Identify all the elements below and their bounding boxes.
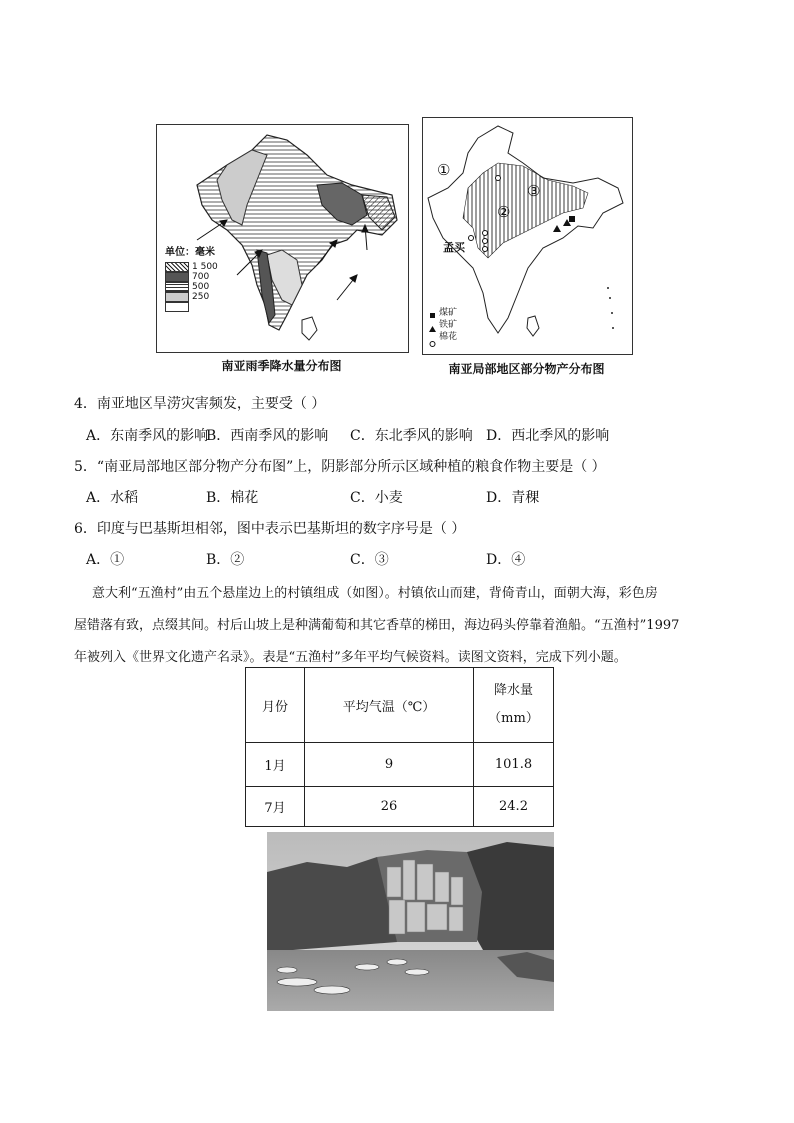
passage-line: 意大利“五渔村”由五个悬崖边上的村镇组成（如图）。村镇依山而建，背倚青山，面朝大海，彩色房 <box>92 586 658 601</box>
products-legend <box>439 307 457 343</box>
legend-cotton: 棉花 <box>439 332 458 342</box>
q5-option-d: D．青稞 <box>486 490 540 506</box>
question-5: 5．“南亚局部地区部分物产分布图”上，阴影部分所示区域种植的粮食作物主要是（ ） <box>74 459 606 475</box>
cinque-terre-photo <box>267 832 554 1011</box>
rainfall-map-caption: 南亚雨季降水量分布图 <box>221 359 342 373</box>
q6-option-b: B．② <box>206 552 245 568</box>
legend-value: 1 500 <box>192 262 218 272</box>
table-row <box>246 787 554 827</box>
passage-line: 屋错落有致，点缀其间。村后山坡上是种满葡萄和其它香草的梯田，海边码头停靠着渔船。“五渔村”1997 <box>74 618 680 633</box>
header-temp: 平均气温（℃） <box>305 668 474 743</box>
rainfall-map <box>156 124 409 353</box>
cell-precip: 24.2 <box>474 787 554 827</box>
rainfall-legend <box>165 243 218 312</box>
table-row <box>246 743 554 787</box>
label-3: ③ <box>527 182 541 200</box>
legend-title: 单位：毫米 <box>165 247 215 258</box>
q4-option-b: B．西南季风的影响 <box>206 428 329 444</box>
legend-value: 500 <box>192 282 210 292</box>
photo-drawing <box>267 832 554 1011</box>
q6-option-a: A．① <box>86 552 125 568</box>
q5-option-c: C．小麦 <box>350 490 403 506</box>
label-1: ① <box>437 161 451 179</box>
passage <box>74 578 724 674</box>
q6-option-d: D．④ <box>486 552 526 568</box>
q5-option-b: B．棉花 <box>206 490 259 506</box>
cell-precip: 101.8 <box>474 743 554 787</box>
q6-option-c: C．③ <box>350 552 389 568</box>
header-precip <box>474 668 554 743</box>
cell-month: 1月 <box>246 743 305 787</box>
question-6: 6．印度与巴基斯坦相邻，图中表示巴基斯坦的数字序号是（ ） <box>74 521 466 537</box>
legend-value: 250 <box>192 292 210 302</box>
climate-table <box>245 667 554 827</box>
cell-temp: 26 <box>305 787 474 827</box>
rainfall-map-drawing <box>157 125 408 352</box>
passage-line: 年被列入《世界文化遗产名录》。表是“五渔村”多年平均气候资料。读图文资料，完成下列小题。 <box>74 650 627 665</box>
q4-option-a: A．东南季风的影响 <box>86 428 209 444</box>
cell-temp: 9 <box>305 743 474 787</box>
products-map-caption: 南亚局部地区部分物产分布图 <box>448 362 605 376</box>
cell-month: 7月 <box>246 787 305 827</box>
q4-option-d: D．西北季风的影响 <box>486 428 610 444</box>
legend-iron: 铁矿 <box>439 320 458 330</box>
products-map <box>422 117 633 355</box>
q5-option-a: A．水稻 <box>86 490 139 506</box>
question-4: 4．南亚地区旱涝灾害频发，主要受（ ） <box>74 396 326 412</box>
header-precip-label: 降水量 <box>493 683 533 698</box>
label-2: ② <box>497 203 511 221</box>
header-month: 月份 <box>246 668 305 743</box>
legend-value: 700 <box>192 272 210 282</box>
legend-coal: 煤矿 <box>439 308 458 318</box>
q4-option-c: C．东北季风的影响 <box>350 428 473 444</box>
header-precip-unit: （mm） <box>488 711 539 726</box>
city-label: 孟买 <box>443 241 465 254</box>
